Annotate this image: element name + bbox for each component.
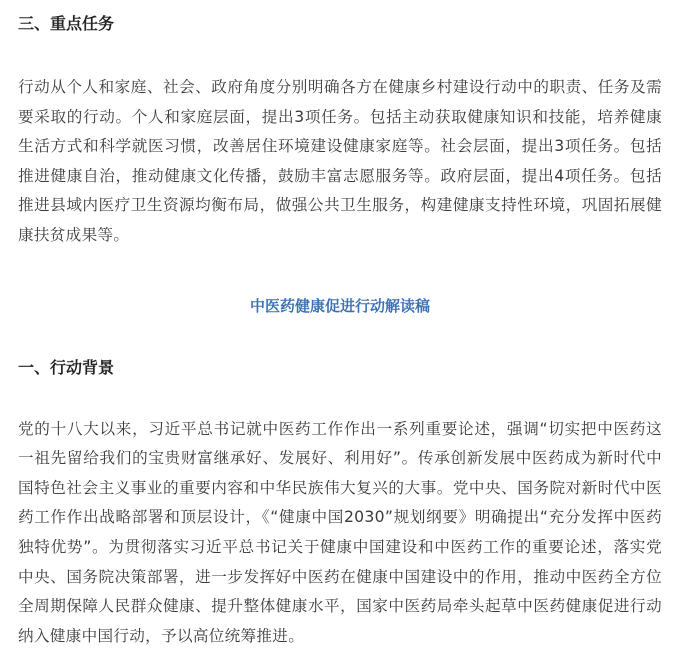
paragraph-key-tasks: 行动从个人和家庭、社会、政府角度分别明确各方在健康乡村建设行动中的职责、任务及需要采取的行动。个人和家庭层面，提出3项任务。包括主动获取健康知识和技能，培养健康生活方式和科学就医习惯，改善居住环境建设健康家庭等。社会层面，提出3项任务。包括推进健康自治，推动健康文化传播，鼓励丰富志愿服务等。政府层面，提出4项任务。包括推进县域内医疗卫生资源均衡布局，做强公共卫生服务，构建健康支持性环境，巩固拓展健康扶贫成果等。 bbox=[18, 78, 662, 244]
paragraph-background: 党的十八大以来，习近平总书记就中医药工作作出一系列重要论述，强调“切实把中医药这一祖先留给我们的宝贵财富继承好、发展好、利用好”。传承创新发展中医药成为新时代中国特色社会主义事业的重要内容和中华民族伟大复兴的大事。党中央、国务院对新时代中医药工作作出战略部署和顶层设计，《“健康中国2030”规划纲要》明确提出“充分发挥中医药独特优势”。为贯彻落实习近平总书记关于健康中国建设和中医药工作的重要论述，落实党中央、国务院决策部署，进一步发挥好中医药在健康中国建设中的作用，推动中医药全方位全周期保障人民群众健康、提升整体健康水平，国家中医药局牵头起草中医药健康促进行动纳入健康中国行动，予以高位统筹推进。 bbox=[18, 419, 662, 645]
section-heading-key-tasks: 三、重点任务 bbox=[18, 14, 115, 33]
article-title: 中医药健康促进行动解读稿 bbox=[249, 296, 430, 315]
section-heading-background: 一、行动背景 bbox=[18, 357, 115, 377]
